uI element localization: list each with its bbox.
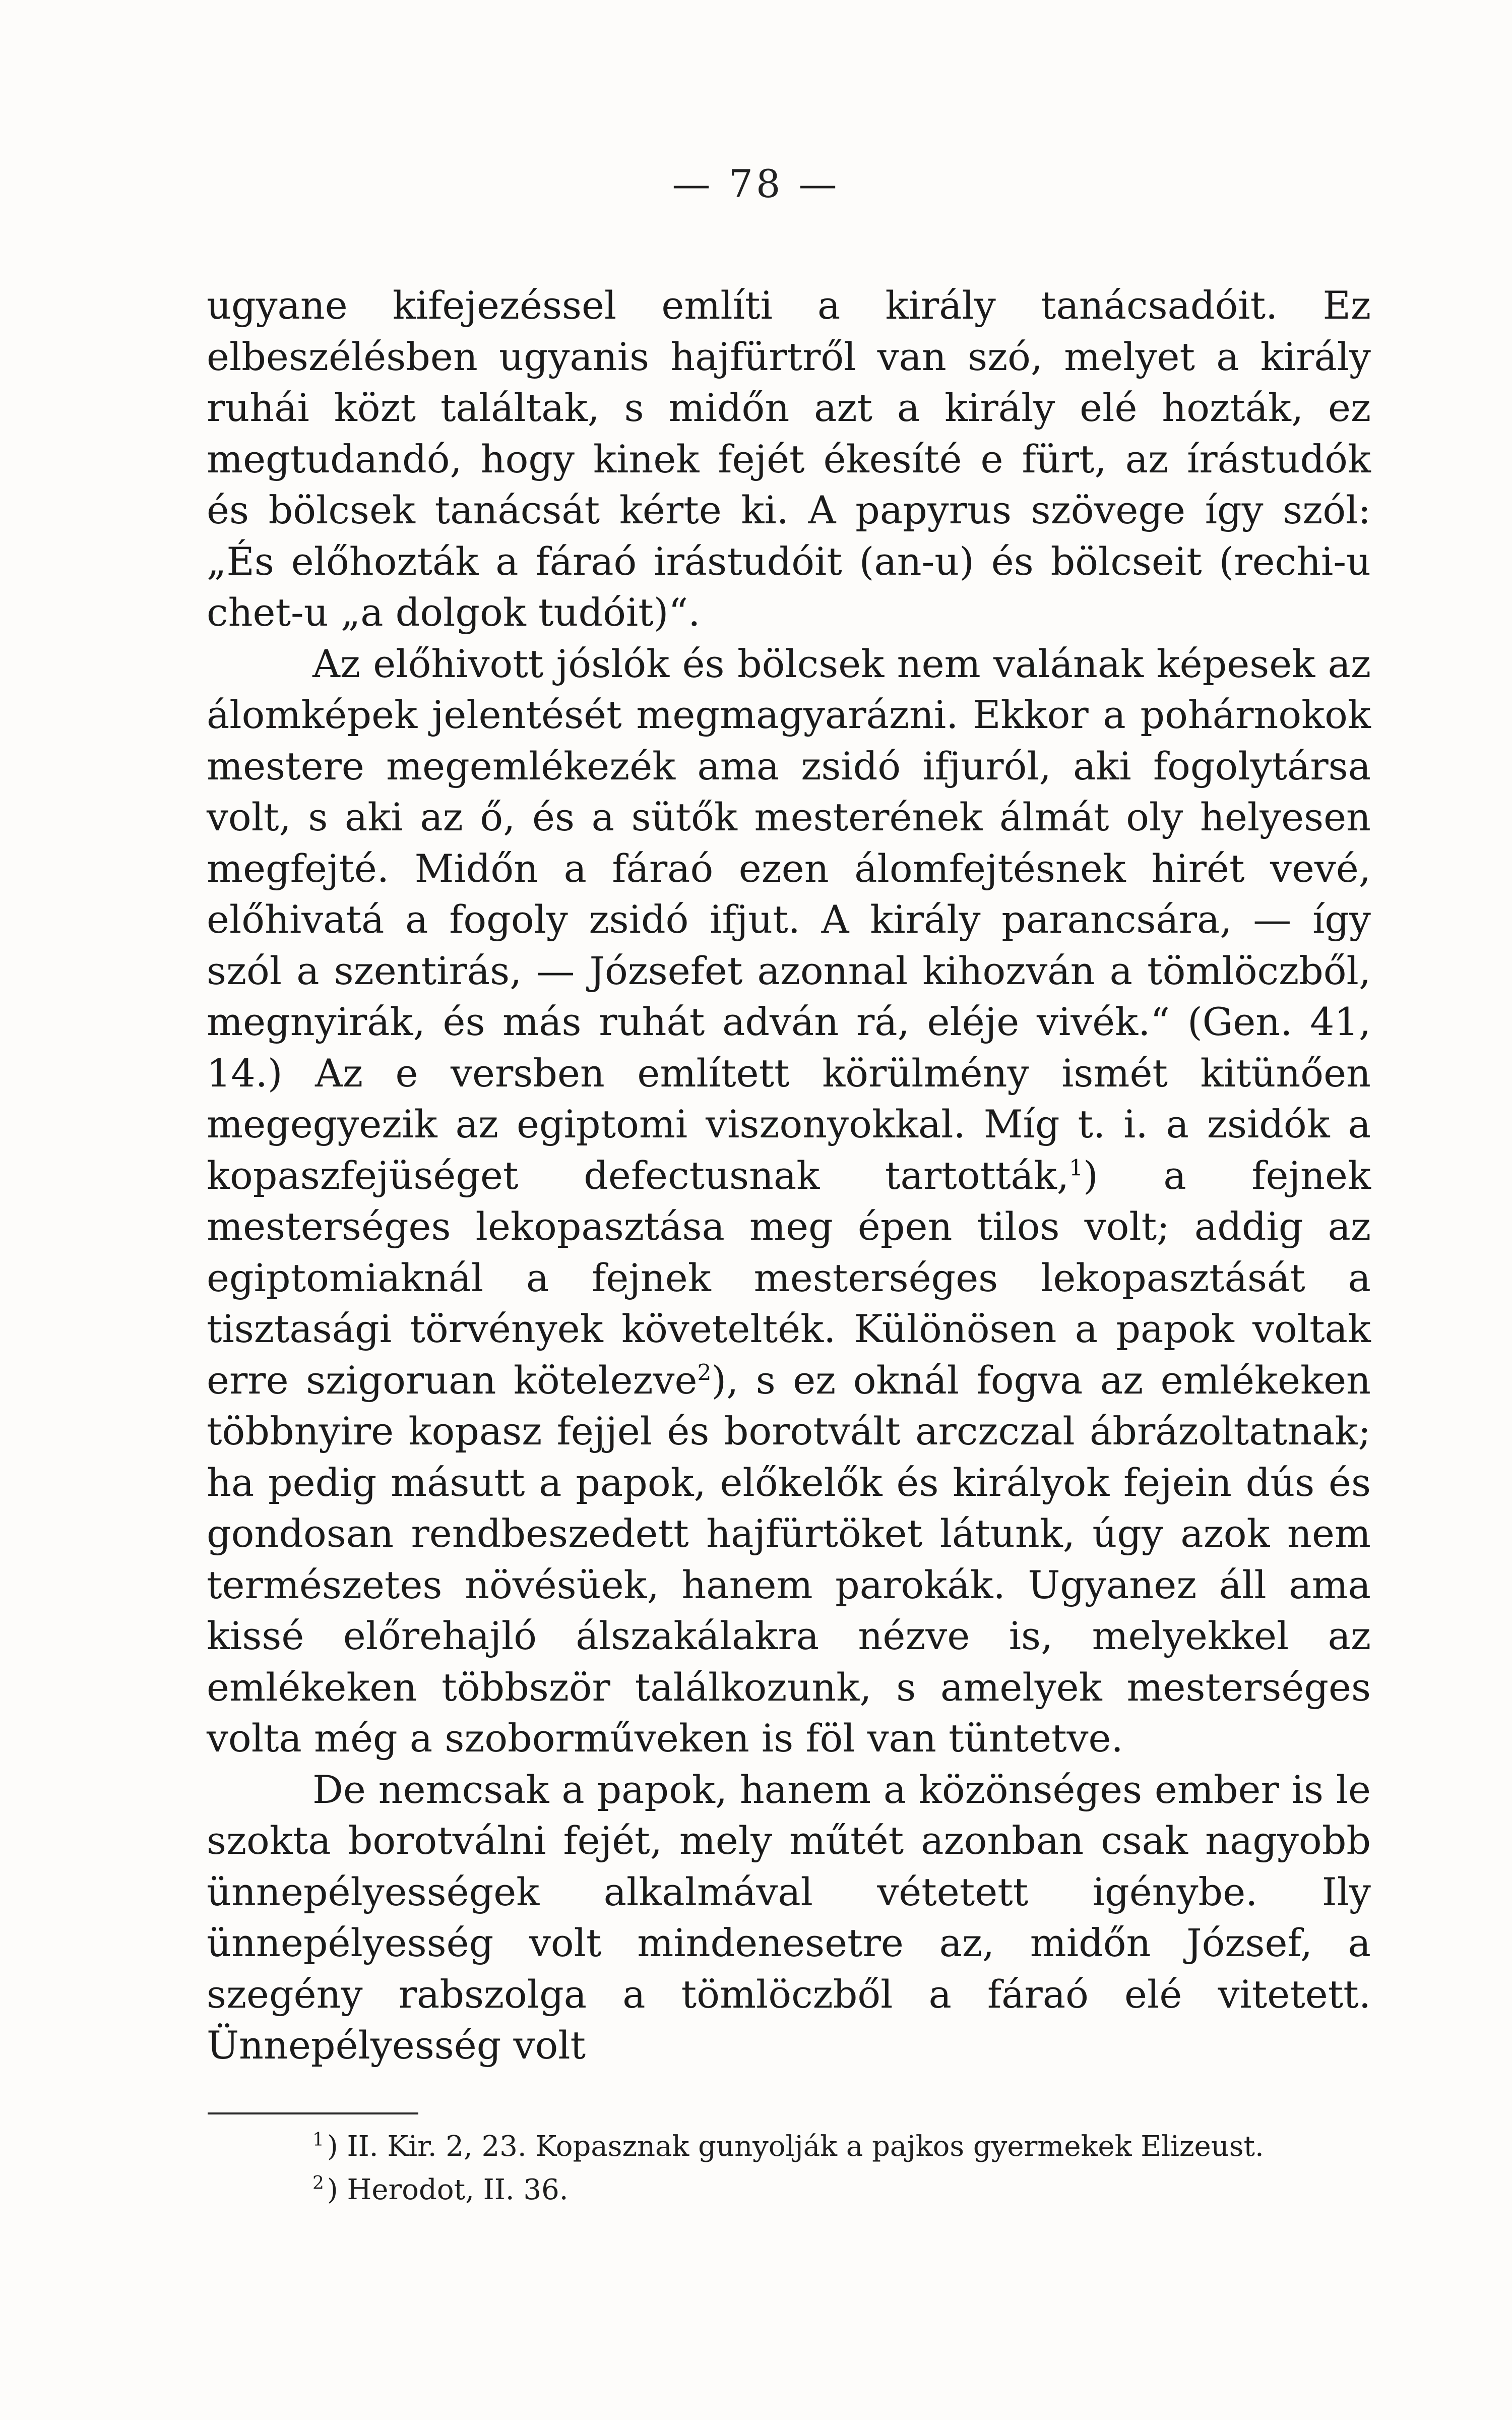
footnote-2 [312,2168,1381,2212]
footnote-divider [208,2112,418,2114]
footnote-ref-2: 2 [697,1360,712,1386]
paragraph-3: De nemcsak a papok, hanem a közönséges ember is le szokta borotválni fejét, mely műtét azonban csak nagyobb ünnepélyességek alkalmával vétetett igénybe. Ily ünnepélyesség volt mindenesetre az, midőn József, a szegény rabszolga a tömlöczből a fáraó elé vitetett. Ünnepélyesség volt [207,1767,1371,2068]
paragraph-2-part-2: ) a fejnek mesterséges lekopasztása meg épen tilos volt; addig az egiptomiaknál a fejnek mesterséges lekopasztását a tisztasági törvények követelték. Különösen a papok voltak erre szigoruan kötelezve [207,1153,1371,1403]
paragraph-1: ugyane kifejezéssel említi a király tanácsadóit. Ez elbeszélésben ugyanis hajfürtről van szó, melyet a király ruhái közt találtak, s midőn azt a király elé hozták, ez megtudandó, hogy kinek fejét ékesíté e fürt, az írástudók és bölcsek tanácsát kérte ki. A papyrus szövege így szól: „És előhozták a fáraó irástudóit (an-u) és bölcseit (rechi-u chet-u „a dolgok tudóit)“. [207,283,1371,635]
footnote-1-text: ) II. Kir. 2, 23. Kopasznak gunyolják a pajkos gyermekek Elizeust. [327,2130,1264,2163]
footnote-2-mark: 2 [312,2173,324,2194]
page-number-header: — 78 — [672,161,840,206]
paragraph-2-part-1: Az előhivott jóslók és bölcsek nem valának képesek az álomképek jelentését megmagyarázni. Ekkor a pohárnokok mestere megemlékezék ama zsidó ifjuról, aki fogolytársa volt, s aki az ő, és a sütők mesterének álmát oly helyesen megfejté. Midőn a fáraó ezen álomfejtésnek hirét vevé, előhivatá a fogoly zsidó ifjut. A király parancsára, — így szól a szentirás, — Józsefet azonnal kihozván a tömlöczből, megnyirák, és más ruhát adván rá, eléje vivék.“ (Gen. 41, 14.) Az e versben említett körülmény ismét kitünően megegyezik az egiptomi viszonyokkal. Míg t. i. a zsidók a kopaszfejüséget defectusnak tartották, [207,641,1371,1198]
footnotes [312,2125,1381,2212]
footnote-ref-1: 1 [1069,1155,1084,1181]
paragraph-2-part-3: ), s ez oknál fogva az emlékeken többnyire kopasz fejjel és borotvált arczczal ábrázoltatnak; ha pedig másutt a papok, előkelők és királyok fejein dús és gondosan rendbeszedett hajfürtöket látunk, úgy azok nem természetes növésüek, hanem parokák. Ugyanez áll ama kissé előrehajló álszakálakra nézve is, melyekkel az emlékeken többször találkozunk, s amelyek mesterséges volta még a szoborműveken is föl van tüntetve. [207,1357,1371,1761]
footnote-2-text: ) Herodot, II. 36. [327,2173,569,2206]
footnote-1-mark: 1 [312,2130,324,2151]
body-text [207,280,1371,2071]
footnote-1 [312,2125,1381,2168]
paragraph-2 [207,638,1371,1764]
